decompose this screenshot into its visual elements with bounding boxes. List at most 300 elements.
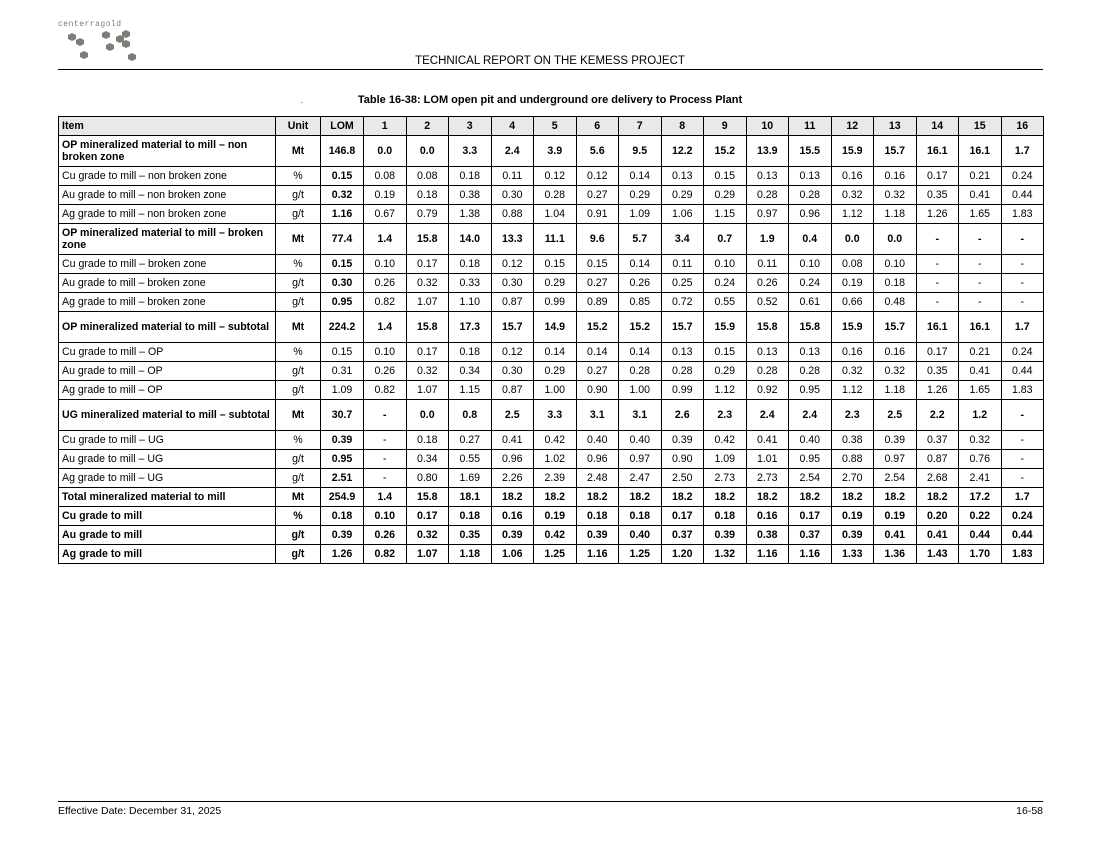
row-year-value: 0.17 bbox=[916, 167, 959, 186]
ore-delivery-table bbox=[58, 116, 1044, 564]
column-header-year: 8 bbox=[661, 117, 704, 136]
row-lom-value: 1.09 bbox=[321, 381, 364, 400]
row-year-value: 1.4 bbox=[364, 488, 407, 507]
report-title: TECHNICAL REPORT ON THE KEMESS PROJECT bbox=[415, 55, 685, 67]
row-year-value: 0.20 bbox=[916, 507, 959, 526]
row-year-value: 1.01 bbox=[746, 450, 789, 469]
table-row bbox=[59, 400, 1044, 431]
row-year-value: 1.07 bbox=[406, 293, 449, 312]
column-header-year: 9 bbox=[704, 117, 747, 136]
row-year-value: 3.3 bbox=[534, 400, 577, 431]
row-year-value: 2.73 bbox=[704, 469, 747, 488]
row-year-value: 0.34 bbox=[449, 362, 492, 381]
row-year-value: 15.8 bbox=[406, 224, 449, 255]
row-year-value: 0.18 bbox=[406, 186, 449, 205]
row-year-value: 0.32 bbox=[831, 362, 874, 381]
row-year-value: 13.9 bbox=[746, 136, 789, 167]
table-row bbox=[59, 224, 1044, 255]
row-year-value: 0.28 bbox=[746, 362, 789, 381]
column-header-year: 14 bbox=[916, 117, 959, 136]
row-year-value: 0.10 bbox=[704, 255, 747, 274]
table-row bbox=[59, 507, 1044, 526]
table-row bbox=[59, 343, 1044, 362]
row-year-value: 1.26 bbox=[916, 381, 959, 400]
row-year-value: 15.7 bbox=[491, 312, 534, 343]
row-year-value: 0.87 bbox=[491, 381, 534, 400]
row-year-value: 0.76 bbox=[959, 450, 1002, 469]
row-year-value: 0.41 bbox=[959, 362, 1002, 381]
row-year-value: 0.0 bbox=[406, 136, 449, 167]
row-year-value: 0.14 bbox=[619, 255, 662, 274]
row-year-value: 0.14 bbox=[534, 343, 577, 362]
row-year-value: 0.13 bbox=[746, 343, 789, 362]
row-year-value: 0.17 bbox=[406, 507, 449, 526]
row-year-value: 0.42 bbox=[704, 431, 747, 450]
row-year-value: 0.39 bbox=[661, 431, 704, 450]
row-year-value: 1.16 bbox=[746, 545, 789, 564]
row-lom-value: 146.8 bbox=[321, 136, 364, 167]
logo-wordmark: centerragold bbox=[58, 20, 122, 29]
row-year-value: 0.27 bbox=[449, 431, 492, 450]
row-year-value: 0.26 bbox=[619, 274, 662, 293]
row-unit: g/t bbox=[276, 450, 321, 469]
row-year-value: 0.19 bbox=[534, 507, 577, 526]
row-year-value: 0.66 bbox=[831, 293, 874, 312]
row-year-value: 0.34 bbox=[406, 450, 449, 469]
row-year-value: 0.33 bbox=[449, 274, 492, 293]
row-year-value: 2.54 bbox=[789, 469, 832, 488]
row-year-value: 0.44 bbox=[1001, 186, 1044, 205]
row-year-value: 15.2 bbox=[704, 136, 747, 167]
row-year-value: 0.27 bbox=[576, 186, 619, 205]
table-row bbox=[59, 167, 1044, 186]
row-year-value: 0.99 bbox=[661, 381, 704, 400]
column-header-year: 10 bbox=[746, 117, 789, 136]
row-year-value: 0.26 bbox=[746, 274, 789, 293]
row-year-value: 0.90 bbox=[661, 450, 704, 469]
row-year-value: 13.3 bbox=[491, 224, 534, 255]
table-row bbox=[59, 274, 1044, 293]
row-lom-value: 0.31 bbox=[321, 362, 364, 381]
row-year-value: 2.5 bbox=[874, 400, 917, 431]
row-year-value: 0.97 bbox=[874, 450, 917, 469]
row-item-label: Au grade to mill – non broken zone bbox=[59, 186, 276, 205]
row-year-value: 1.07 bbox=[406, 545, 449, 564]
row-unit: % bbox=[276, 507, 321, 526]
row-year-value: 0.18 bbox=[449, 343, 492, 362]
row-year-value: 0.32 bbox=[406, 274, 449, 293]
column-header-year: 11 bbox=[789, 117, 832, 136]
row-year-value: 1.18 bbox=[449, 545, 492, 564]
row-year-value: 1.9 bbox=[746, 224, 789, 255]
row-year-value: 0.0 bbox=[406, 400, 449, 431]
column-header-lom: LOM bbox=[321, 117, 364, 136]
row-year-value: 0.18 bbox=[449, 167, 492, 186]
table-row bbox=[59, 431, 1044, 450]
row-year-value: - bbox=[1001, 224, 1044, 255]
table-row bbox=[59, 255, 1044, 274]
row-year-value: 0.41 bbox=[491, 431, 534, 450]
row-year-value: 15.8 bbox=[789, 312, 832, 343]
row-year-value: 0.27 bbox=[576, 274, 619, 293]
row-year-value: 9.5 bbox=[619, 136, 662, 167]
row-year-value: 0.32 bbox=[406, 526, 449, 545]
row-item-label: Ag grade to mill bbox=[59, 545, 276, 564]
row-year-value: 1.7 bbox=[1001, 312, 1044, 343]
row-year-value: 0.80 bbox=[406, 469, 449, 488]
row-year-value: 0.10 bbox=[364, 343, 407, 362]
row-year-value: 0.12 bbox=[534, 167, 577, 186]
row-year-value: 0.29 bbox=[619, 186, 662, 205]
row-year-value: 0.13 bbox=[789, 167, 832, 186]
row-year-value: 0.4 bbox=[789, 224, 832, 255]
row-year-value: 0.0 bbox=[364, 136, 407, 167]
row-year-value: 1.2 bbox=[959, 400, 1002, 431]
row-year-value: 0.38 bbox=[831, 431, 874, 450]
row-year-value: 0.30 bbox=[491, 274, 534, 293]
row-item-label: Au grade to mill – OP bbox=[59, 362, 276, 381]
row-year-value: 2.4 bbox=[746, 400, 789, 431]
row-year-value: 0.17 bbox=[789, 507, 832, 526]
row-year-value: 1.18 bbox=[874, 381, 917, 400]
row-year-value: 0.42 bbox=[534, 526, 577, 545]
row-year-value: 0.38 bbox=[449, 186, 492, 205]
row-lom-value: 0.32 bbox=[321, 186, 364, 205]
row-year-value: 15.8 bbox=[746, 312, 789, 343]
row-year-value: 2.2 bbox=[916, 400, 959, 431]
row-year-value: 0.29 bbox=[534, 274, 577, 293]
footer-divider bbox=[58, 801, 1043, 802]
row-year-value: 0.24 bbox=[1001, 167, 1044, 186]
effective-date: Effective Date: December 31, 2025 bbox=[58, 805, 222, 817]
row-year-value: 0.97 bbox=[746, 205, 789, 224]
column-header-year: 12 bbox=[831, 117, 874, 136]
row-year-value: 1.83 bbox=[1001, 545, 1044, 564]
row-year-value: 0.16 bbox=[831, 343, 874, 362]
table-body bbox=[59, 136, 1044, 564]
row-year-value: 15.7 bbox=[661, 312, 704, 343]
row-year-value: 0.16 bbox=[874, 167, 917, 186]
row-year-value: 1.12 bbox=[831, 381, 874, 400]
row-unit: % bbox=[276, 167, 321, 186]
row-year-value: 0.26 bbox=[364, 362, 407, 381]
row-year-value: 3.1 bbox=[576, 400, 619, 431]
row-item-label: Ag grade to mill – non broken zone bbox=[59, 205, 276, 224]
row-unit: Mt bbox=[276, 312, 321, 343]
row-item-label: Ag grade to mill – OP bbox=[59, 381, 276, 400]
row-year-value: 0.17 bbox=[661, 507, 704, 526]
row-year-value: 0.28 bbox=[746, 186, 789, 205]
row-year-value: 14.9 bbox=[534, 312, 577, 343]
column-header-year: 16 bbox=[1001, 117, 1044, 136]
column-header-year: 3 bbox=[449, 117, 492, 136]
row-year-value: 0.12 bbox=[491, 343, 534, 362]
row-item-label: Ag grade to mill – broken zone bbox=[59, 293, 276, 312]
row-year-value: 1.83 bbox=[1001, 205, 1044, 224]
row-year-value: 15.8 bbox=[406, 488, 449, 507]
row-year-value: 18.2 bbox=[874, 488, 917, 507]
row-year-value: 2.4 bbox=[491, 136, 534, 167]
row-year-value: 0.26 bbox=[364, 274, 407, 293]
row-year-value: 9.6 bbox=[576, 224, 619, 255]
row-year-value: 0.21 bbox=[959, 167, 1002, 186]
row-year-value: 3.1 bbox=[619, 400, 662, 431]
row-year-value: 0.24 bbox=[1001, 343, 1044, 362]
row-item-label: UG mineralized material to mill – subtotal bbox=[59, 400, 276, 431]
row-year-value: 0.29 bbox=[704, 186, 747, 205]
row-year-value: 0.24 bbox=[789, 274, 832, 293]
row-year-value: 0.13 bbox=[661, 167, 704, 186]
row-year-value: - bbox=[1001, 274, 1044, 293]
column-header-year: 5 bbox=[534, 117, 577, 136]
row-lom-value: 0.30 bbox=[321, 274, 364, 293]
row-year-value: 1.36 bbox=[874, 545, 917, 564]
row-unit: % bbox=[276, 343, 321, 362]
row-year-value: 0.39 bbox=[704, 526, 747, 545]
row-year-value: 0.13 bbox=[746, 167, 789, 186]
row-unit: g/t bbox=[276, 186, 321, 205]
row-year-value: 1.33 bbox=[831, 545, 874, 564]
row-year-value: 0.41 bbox=[916, 526, 959, 545]
row-year-value: 1.70 bbox=[959, 545, 1002, 564]
row-year-value: 0.17 bbox=[406, 343, 449, 362]
row-unit: g/t bbox=[276, 205, 321, 224]
row-year-value: 15.5 bbox=[789, 136, 832, 167]
row-year-value: 1.04 bbox=[534, 205, 577, 224]
row-year-value: 1.02 bbox=[534, 450, 577, 469]
row-year-value: 0.29 bbox=[534, 362, 577, 381]
row-year-value: 0.16 bbox=[491, 507, 534, 526]
row-year-value: 0.19 bbox=[364, 186, 407, 205]
row-year-value: 0.11 bbox=[661, 255, 704, 274]
row-year-value: 17.3 bbox=[449, 312, 492, 343]
row-year-value: 18.2 bbox=[746, 488, 789, 507]
row-year-value: 0.79 bbox=[406, 205, 449, 224]
row-year-value: 2.3 bbox=[704, 400, 747, 431]
row-item-label: Cu grade to mill – non broken zone bbox=[59, 167, 276, 186]
row-year-value: 15.9 bbox=[704, 312, 747, 343]
row-year-value: 15.2 bbox=[619, 312, 662, 343]
row-year-value: 0.16 bbox=[746, 507, 789, 526]
row-unit: g/t bbox=[276, 545, 321, 564]
row-year-value: 2.6 bbox=[661, 400, 704, 431]
row-year-value: - bbox=[916, 255, 959, 274]
row-year-value: 3.9 bbox=[534, 136, 577, 167]
row-year-value: 0.40 bbox=[619, 526, 662, 545]
row-year-value: - bbox=[959, 293, 1002, 312]
table-row bbox=[59, 136, 1044, 167]
row-year-value: 0.19 bbox=[831, 507, 874, 526]
table-header-row bbox=[59, 117, 1044, 136]
row-year-value: 15.8 bbox=[406, 312, 449, 343]
row-year-value: 11.1 bbox=[534, 224, 577, 255]
row-year-value: 18.2 bbox=[491, 488, 534, 507]
row-year-value: 0.28 bbox=[789, 362, 832, 381]
row-year-value: 0.85 bbox=[619, 293, 662, 312]
column-header-item: Item bbox=[59, 117, 276, 136]
row-unit: % bbox=[276, 431, 321, 450]
row-unit: g/t bbox=[276, 293, 321, 312]
row-year-value: 0.18 bbox=[704, 507, 747, 526]
row-year-value: 18.2 bbox=[704, 488, 747, 507]
row-year-value: 0.44 bbox=[959, 526, 1002, 545]
row-year-value: 0.40 bbox=[789, 431, 832, 450]
row-lom-value: 224.2 bbox=[321, 312, 364, 343]
row-lom-value: 1.26 bbox=[321, 545, 364, 564]
row-year-value: 0.40 bbox=[619, 431, 662, 450]
row-item-label: Cu grade to mill – broken zone bbox=[59, 255, 276, 274]
table-row bbox=[59, 312, 1044, 343]
row-year-value: 0.96 bbox=[576, 450, 619, 469]
row-year-value: 1.10 bbox=[449, 293, 492, 312]
row-year-value: 0.19 bbox=[874, 507, 917, 526]
row-year-value: 0.42 bbox=[534, 431, 577, 450]
column-header-unit: Unit bbox=[276, 117, 321, 136]
row-year-value: 14.0 bbox=[449, 224, 492, 255]
row-year-value: 0.08 bbox=[831, 255, 874, 274]
row-item-label: Au grade to mill bbox=[59, 526, 276, 545]
row-year-value: 0.87 bbox=[916, 450, 959, 469]
row-item-label: Cu grade to mill – OP bbox=[59, 343, 276, 362]
row-year-value: 0.41 bbox=[874, 526, 917, 545]
column-header-year: 2 bbox=[406, 117, 449, 136]
row-year-value: 1.16 bbox=[789, 545, 832, 564]
row-year-value: 18.1 bbox=[449, 488, 492, 507]
row-year-value: - bbox=[959, 224, 1002, 255]
row-year-value: 0.88 bbox=[491, 205, 534, 224]
row-year-value: 0.37 bbox=[661, 526, 704, 545]
row-year-value: 0.52 bbox=[746, 293, 789, 312]
row-year-value: 0.37 bbox=[789, 526, 832, 545]
row-year-value: 0.32 bbox=[874, 362, 917, 381]
row-year-value: 0.39 bbox=[576, 526, 619, 545]
row-year-value: 1.32 bbox=[704, 545, 747, 564]
row-year-value: - bbox=[364, 469, 407, 488]
row-lom-value: 0.15 bbox=[321, 167, 364, 186]
column-header-year: 4 bbox=[491, 117, 534, 136]
row-year-value: 15.7 bbox=[874, 312, 917, 343]
row-year-value: - bbox=[1001, 431, 1044, 450]
row-year-value: 0.16 bbox=[831, 167, 874, 186]
row-lom-value: 0.39 bbox=[321, 431, 364, 450]
row-year-value: 0.18 bbox=[619, 507, 662, 526]
row-year-value: 0.22 bbox=[959, 507, 1002, 526]
row-year-value: 0.41 bbox=[959, 186, 1002, 205]
row-year-value: 5.7 bbox=[619, 224, 662, 255]
row-unit: g/t bbox=[276, 469, 321, 488]
row-year-value: 1.18 bbox=[874, 205, 917, 224]
row-year-value: 0.39 bbox=[491, 526, 534, 545]
table-row bbox=[59, 205, 1044, 224]
row-year-value: 3.3 bbox=[449, 136, 492, 167]
row-year-value: 0.17 bbox=[406, 255, 449, 274]
row-year-value: 0.10 bbox=[789, 255, 832, 274]
row-year-value: 0.35 bbox=[449, 526, 492, 545]
row-year-value: 18.2 bbox=[619, 488, 662, 507]
row-year-value: 0.24 bbox=[704, 274, 747, 293]
row-year-value: - bbox=[916, 293, 959, 312]
row-item-label: Total mineralized material to mill bbox=[59, 488, 276, 507]
table-row bbox=[59, 526, 1044, 545]
row-year-value: 18.2 bbox=[916, 488, 959, 507]
row-year-value: 1.12 bbox=[831, 205, 874, 224]
row-year-value: 1.25 bbox=[534, 545, 577, 564]
row-year-value: 0.91 bbox=[576, 205, 619, 224]
row-year-value: 0.39 bbox=[874, 431, 917, 450]
row-item-label: Ag grade to mill – UG bbox=[59, 469, 276, 488]
row-year-value: 0.24 bbox=[1001, 507, 1044, 526]
row-year-value: 1.26 bbox=[916, 205, 959, 224]
row-year-value: 18.2 bbox=[831, 488, 874, 507]
row-year-value: 0.96 bbox=[491, 450, 534, 469]
row-year-value: 0.61 bbox=[789, 293, 832, 312]
row-year-value: 0.19 bbox=[831, 274, 874, 293]
table-row bbox=[59, 545, 1044, 564]
row-year-value: 0.39 bbox=[831, 526, 874, 545]
row-year-value: 0.11 bbox=[746, 255, 789, 274]
row-year-value: 0.30 bbox=[491, 186, 534, 205]
row-year-value: 0.40 bbox=[576, 431, 619, 450]
row-year-value: 1.15 bbox=[704, 205, 747, 224]
row-unit: g/t bbox=[276, 362, 321, 381]
row-year-value: - bbox=[364, 450, 407, 469]
column-header-year: 13 bbox=[874, 117, 917, 136]
row-year-value: - bbox=[1001, 450, 1044, 469]
row-year-value: - bbox=[1001, 255, 1044, 274]
row-year-value: 2.50 bbox=[661, 469, 704, 488]
row-year-value: 2.73 bbox=[746, 469, 789, 488]
row-year-value: 0.11 bbox=[491, 167, 534, 186]
column-header-year: 1 bbox=[364, 117, 407, 136]
row-year-value: 0.32 bbox=[831, 186, 874, 205]
row-year-value: - bbox=[1001, 400, 1044, 431]
table-row bbox=[59, 293, 1044, 312]
table-row bbox=[59, 362, 1044, 381]
row-year-value: 0.15 bbox=[534, 255, 577, 274]
row-year-value: 0.18 bbox=[576, 507, 619, 526]
header-divider bbox=[58, 69, 1043, 70]
row-year-value: 0.72 bbox=[661, 293, 704, 312]
row-year-value: 0.99 bbox=[534, 293, 577, 312]
row-year-value: 0.82 bbox=[364, 545, 407, 564]
row-year-value: 0.90 bbox=[576, 381, 619, 400]
row-year-value: 0.25 bbox=[661, 274, 704, 293]
row-year-value: 0.0 bbox=[874, 224, 917, 255]
row-year-value: 0.55 bbox=[704, 293, 747, 312]
row-year-value: 0.12 bbox=[576, 167, 619, 186]
row-year-value: 0.10 bbox=[364, 255, 407, 274]
row-lom-value: 30.7 bbox=[321, 400, 364, 431]
row-year-value: 0.14 bbox=[619, 167, 662, 186]
row-year-value: - bbox=[364, 431, 407, 450]
row-lom-value: 0.95 bbox=[321, 293, 364, 312]
row-year-value: 0.32 bbox=[874, 186, 917, 205]
row-year-value: 2.41 bbox=[959, 469, 1002, 488]
row-year-value: 1.65 bbox=[959, 205, 1002, 224]
row-item-label: Cu grade to mill bbox=[59, 507, 276, 526]
row-year-value: 0.44 bbox=[1001, 362, 1044, 381]
row-year-value: 0.89 bbox=[576, 293, 619, 312]
table-row bbox=[59, 381, 1044, 400]
row-year-value: 0.82 bbox=[364, 293, 407, 312]
row-year-value: 0.18 bbox=[449, 507, 492, 526]
row-year-value: 16.1 bbox=[916, 312, 959, 343]
row-year-value: 3.4 bbox=[661, 224, 704, 255]
row-year-value: 17.2 bbox=[959, 488, 1002, 507]
page-number: 16-58 bbox=[1016, 805, 1043, 817]
row-year-value: 18.2 bbox=[789, 488, 832, 507]
row-year-value: 2.68 bbox=[916, 469, 959, 488]
